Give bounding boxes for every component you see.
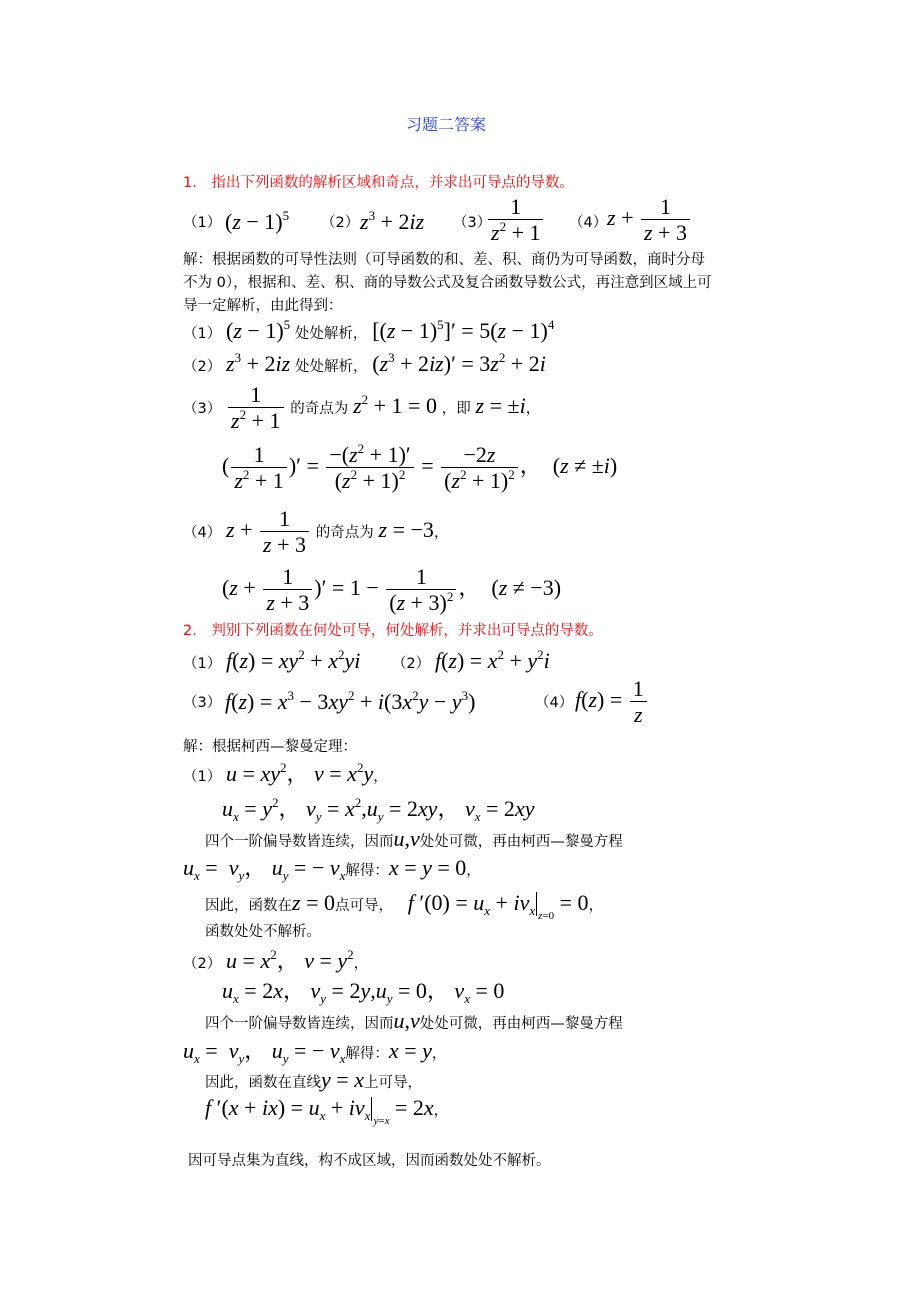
q1-answer-1: （1） $(z - 1)^5$ 处处解析， $[(z - 1)^5]' = 5(z - 1)^4$ bbox=[183, 317, 555, 343]
q1-item-2-label: （2） bbox=[321, 215, 360, 231]
q2-part2-conclusion: 因此，函数在直线y = x上可导， bbox=[205, 1067, 422, 1092]
q1-heading: 1． 指出下列函数的解析区域和奇点，并求出可导点的导数。 bbox=[183, 175, 574, 191]
q1-answer-3: （3） $\frac{1}{z^2 + 1}$ 的奇点为 $z^2 + 1 = 0$ ，即 z = ±i， bbox=[183, 382, 541, 433]
document-page: 习题二答案 1． 指出下列函数的解析区域和奇点，并求出可导点的导数。 （1） $(z - 1)^5$ （2） $z^3 + 2iz$ （3） $\frac{1}{z^2 + 1}$ （4） z + $\frac{1}{z + 3}$ 解：根据函数的可导性法则（可导函数的和、差、积、商仍为可导函数，商时分母 不为 0），根据和、差、积、商的导数公式及复合函数导数公式，再注意到区域上可 导一定解析，由此得到： （1） $(z - 1)^5$ 处处解析， $[(z - 1)^5]' = 5(z - 1)^4$ （2） $z^3 + 2iz$ 处处解析， $(z^3 + 2iz)' = 3z^2 + 2i$ （3） $\frac{1}{z^2 + 1}$ 的奇点为 $z^2 + 1 = 0$ ，即 z = ±i， ( $\frac{1}{z^2 + 1}$ )′ = $\frac{-(z^2 + 1)'}{(z^2 + 1)^2}$ = $\frac{-2z}{(z^2 + 1)^2}$ ， (z ≠ ±i) （4） z + $\frac{1}{z + 3}$ 的奇点为 z = −3， (z + $\frac{1}{z + 3}$ )′ = 1 − $\frac{1}{(z + 3)^2}$ ， (z ≠ −3) 2． 判别下列函数在何处可导，何处解析，并求出可导点的导数。 （1） $f(z) = xy^2 + x^2yi$ （2） $f(z) = x^2 + y^2i$ （3） $f(z) = x^3 - 3xy^2 + i(3x^2y - y^3)$ （4） f(z) = $\frac{1}{z}$ 解：根据柯西—黎曼定理： （1） $u = xy^2$， $v = x^2y$， $u_x = y^2$， $v_y = x^2,u_y = 2xy$， $v_x = 2xy$ 四个一阶偏导数皆连续，因而u,v处处可微，再由柯西—黎曼方程 $u_x = v_y$， $u_y$ = − $v_x$解得：x = y = 0， 因此，函数在z = 0点可导， f $'(0) = u_x + iv_x$ $_{z=0}$ = 0， 函数处处不解析。 （2） $u = x^2$， $v = y^2$， $u_x = 2x$， $v_y = 2y,u_y = 0$， $v_x = 0$ 四个一阶偏导数皆连续，因而u,v处处可微，再由柯西—黎曼方程 $u_x = v_y$， $u_y$ = − $v_x$解得：x = y， 因此，函数在直线y = x上可导， f $'(x + ix) = u_x + iv_x$ $_{y=x}$ = 2x， 因可导点集为直线，构不成区域，因而函数处处不解析。 bbox=[183, 115, 712, 1169]
q1-item-3-expr: $\frac{1}{z^2 + 1}$ bbox=[486, 196, 545, 244]
page-title: 习题二答案 bbox=[406, 115, 487, 134]
q2-part1-cr-equations: $u_x = v_y$， $u_y$ = − $v_x$解得：x = y = 0， bbox=[183, 855, 481, 883]
q2-part2-partials: $u_x = 2x$， $v_y = 2y,u_y = 0$， $v_x = 0$ bbox=[222, 978, 505, 1006]
q1-solution-line-3: 导一定解析，由此得到： bbox=[183, 298, 343, 314]
q1-item-3-label: （3） bbox=[453, 215, 492, 231]
q1-answer-2: （2） $z^3 + 2iz$ 处处解析， $(z^3 + 2iz)' = 3z^2 + 2i$ bbox=[183, 350, 546, 376]
q1-item-4-label: （4） bbox=[569, 215, 608, 231]
q2-part2-continuity: 四个一阶偏导数皆连续，因而u,v处处可微，再由柯西—黎曼方程 bbox=[205, 1008, 623, 1033]
q2-part2-final-conclusion: 因可导点集为直线，构不成区域，因而函数处处不解析。 bbox=[188, 1153, 551, 1169]
q2-items-row-1: （1） $f(z) = xy^2 + x^2yi$ （2） $f(z) = x^2 + y^2i$ bbox=[183, 647, 550, 673]
q1-answer-4: （4） z + $\frac{1}{z + 3}$ 的奇点为 z = −3， bbox=[183, 506, 449, 557]
q1-answer-4-derivative: (z + $\frac{1}{z + 3}$ )′ = 1 − $\frac{1}{(z + 3)^2}$ ， (z ≠ −3) bbox=[222, 564, 562, 615]
q1-item-2-expr: $z^3 + 2iz$ bbox=[360, 208, 425, 234]
q2-part2-derivative: f $'(x + ix) = u_x + iv_x$ $_{y=x}$ = 2x， bbox=[205, 1095, 449, 1127]
q1-item-1-expr: $(z - 1)^5$ bbox=[225, 208, 290, 234]
q2-part1-continuity: 四个一阶偏导数皆连续，因而u,v处处可微，再由柯西—黎曼方程 bbox=[205, 826, 623, 851]
q1-item-4-expr: z + $\frac{1}{z + 3}$ bbox=[607, 196, 692, 244]
q2-part1-nowhere-analytic: 函数处处不解析。 bbox=[205, 924, 321, 940]
q1-solution-line-1: 解：根据函数的可导性法则（可导函数的和、差、积、商仍为可导函数，商时分母 bbox=[183, 252, 705, 268]
q1-item-1-label: （1） bbox=[183, 215, 222, 231]
q2-heading: 2． 判别下列函数在何处可导，何处解析，并求出可导点的导数。 bbox=[183, 623, 603, 639]
q1-solution-line-2: 不为 0），根据和、差、积、商的导数公式及复合函数导数公式，再注意到区域上可 bbox=[183, 275, 712, 291]
q2-part2-cr-equations: $u_x = v_y$， $u_y$ = − $v_x$解得：x = y， bbox=[183, 1038, 447, 1066]
q1-answer-3-derivative: ( $\frac{1}{z^2 + 1}$ )′ = $\frac{-(z^2 + 1)'}{(z^2 + 1)^2}$ = $\frac{-2z}{(z^2 + 1)^2}$ ， (z ≠ ±i) bbox=[222, 441, 618, 493]
q2-part1-uv: （1） $u = xy^2$， $v = x^2y$， bbox=[183, 760, 388, 786]
q2-part1-partials: $u_x = y^2$， $v_y = x^2,u_y = 2xy$， $v_x = 2xy$ bbox=[222, 795, 535, 824]
q2-solution-intro: 解：根据柯西—黎曼定理： bbox=[183, 739, 357, 755]
q2-part1-conclusion: 因此，函数在z = 0点可导， f $'(0) = u_x + iv_x$ $_{z=0}$ = 0， bbox=[205, 890, 604, 922]
q2-part2-uv: （2） $u = x^2$， $v = y^2$， bbox=[183, 947, 369, 973]
